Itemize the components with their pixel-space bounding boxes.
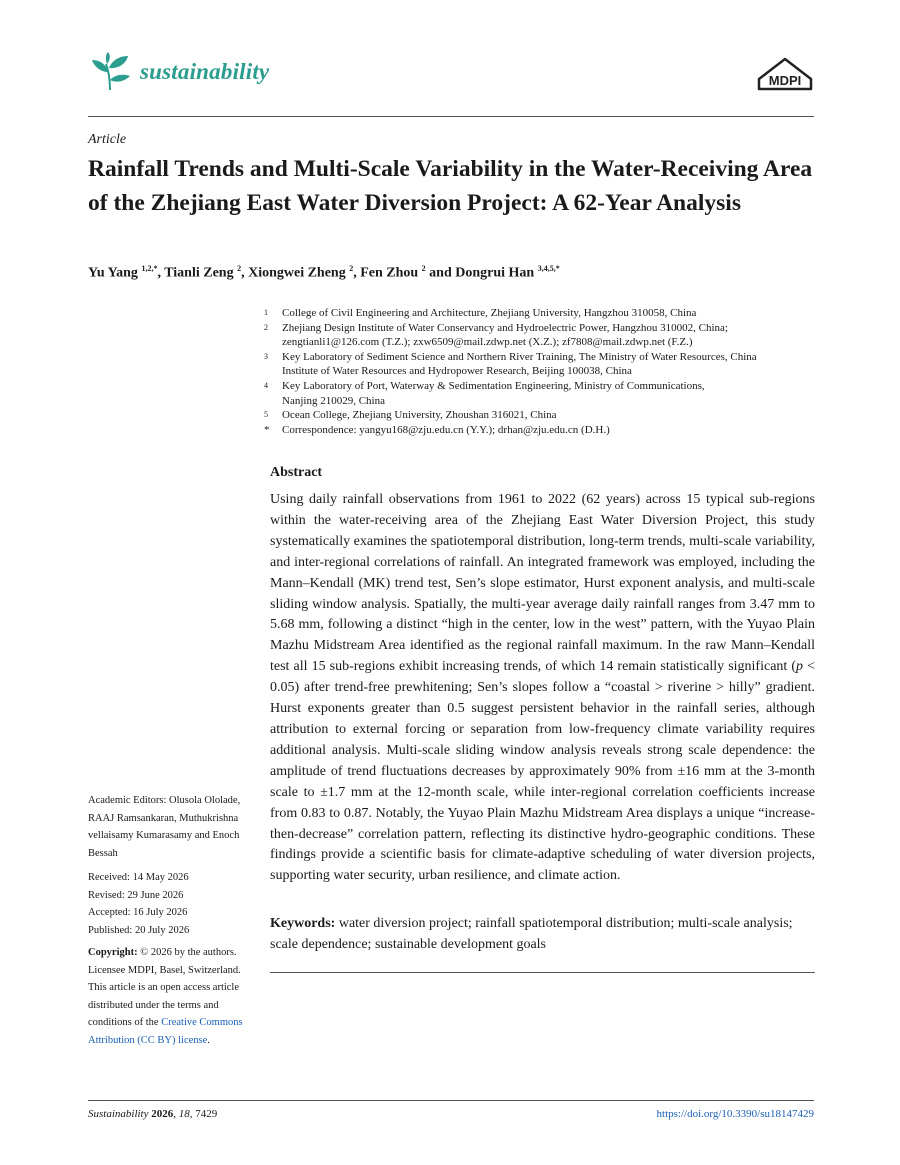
footer-divider (88, 1100, 814, 1101)
affiliation-text: Nanjing 210029, China (282, 394, 385, 407)
license-end: . (207, 1034, 210, 1046)
author-name: Yu Yang (88, 265, 138, 281)
p-value-symbol: p (796, 659, 804, 675)
affiliation-text: Zhejiang Design Institute of Water Conservancy and Hydroelectric Power, Hangzhou 310002, China; (282, 321, 728, 334)
affiliation-item (264, 350, 816, 379)
correspondence-text[interactable]: Correspondence: yangyu168@zju.edu.cn (Y.Y.); drhan@zju.edu.cn (D.H.) (282, 423, 610, 436)
abstract-part-1: Using daily rainfall observations from 1961 to 2022 (62 years) across 15 typical sub-regions within the water-receiving area of the Zhejiang East Water Diversion Project, this study systematically examines the spatiotemporal distribution, long-term trends, multi-scale variability, and inter-regional correlations of rainfall. An integrated framework was employed, including the Mann–Kendall (MK) trend test, Sen’s slope estimator, Hurst exponent analysis, and multi-scale sliding window analysis. Spatially, the multi-year average daily rainfall ranges from 3.47 mm to 5.68 mm, following a distinct “high in the center, low in the west” pattern, with the Yuyao Plain Mazhu Midstream Area identified as the regional rainfall maximum. In the raw Mann–Kendall test all 15 sub-regions exhibit increasing trends, of which 14 remain statistically significant ( (270, 492, 815, 675)
author-affiliation-marks: 1,2,* (141, 264, 158, 273)
author-affiliation-marks: 2 (237, 264, 242, 273)
journal-name: sustainability (140, 59, 270, 84)
affiliation-mark: 1 (264, 308, 268, 317)
affiliation-text: Key Laboratory of Sediment Science and Northern River Training, The Ministry of Water Resources, China (282, 350, 757, 363)
journal-logo (88, 50, 269, 94)
mdpi-logo-icon (755, 55, 815, 93)
doi-link[interactable]: https://doi.org/10.3390/su18147429 (656, 1108, 814, 1120)
author-list: Yu Yang $^{1,2,*}$, Tianli Zeng $^2$, Xiongwei Zheng $^2$, Fen Zhou $^2$ and Dongrui Han $^{3,4,5,*}$ (88, 264, 560, 281)
author-name: Dongrui Han (455, 265, 535, 281)
mdpi-logo (755, 55, 815, 98)
mdpi-logo-text: MDPI (768, 73, 802, 88)
affiliation-list (264, 306, 816, 437)
received-date: Received: 14 May 2026 (88, 872, 189, 883)
keywords (270, 913, 815, 955)
affiliation-item (264, 306, 816, 321)
copyright-text: © 2026 by the authors. Licensee MDPI, Basel, Switzerland. This article is an open access article distributed under the terms and conditions of the (88, 947, 241, 1029)
affiliation-mark: 3 (264, 351, 268, 361)
leaf-icon (88, 50, 132, 94)
published-date: Published: 20 July 2026 (88, 924, 190, 936)
affiliation-mark: 5 (264, 410, 268, 420)
affiliation-text: Ocean College, Zhejiang University, Zhoushan 316021, China (282, 409, 557, 422)
affiliation-text: College of Civil Engineering and Architecture, Zhejiang University, Hangzhou 310058, China (282, 307, 697, 319)
correspondence-mark: * (264, 423, 270, 436)
citation: Sustainability 2026, 18, 7429 (88, 1108, 218, 1120)
article-type: Article (88, 132, 127, 147)
author-affiliation-marks: 2 (421, 264, 426, 273)
author-affiliation-marks: 2 (349, 264, 354, 273)
affiliation-mark: 4 (264, 380, 268, 390)
abstract-heading: Abstract (270, 465, 323, 480)
accepted-date: Accepted: 16 July 2026 (88, 907, 188, 919)
revised-date: Revised: 29 June 2026 (88, 889, 184, 901)
abstract-part-2: < 0.05) after trend-free prewhitening; Sen’s slopes follow a “coastal > riverine > hilly” gradient. Hurst exponents greater than 0.5 suggest persistent behavior in the rainfall series, although attribution to external forcing or separation from low-frequency climate variability requires additional analysis. Multi-scale sliding window analysis reveals strong scale dependence: the amplitude of trend fluctuations decreases by approximately 90% from ±16 mm at the 3-month scale to ±1.7 mm at the 12-month scale, while inter-regional correlation coefficients increase from 0.83 to 0.87. Notably, the Yuyao Plain Mazhu Midstream Area displays a unique “increase-then-decrease” correlation pattern, reflecting its distinctive hydro-geographic conditions. These findings provide a scientific basis for climate-adaptive scheduling of water diversion projects, supporting water security, urban resilience, and climate action. (270, 659, 815, 884)
citation-journal: Sustainability (88, 1108, 149, 1120)
affiliation-item (264, 408, 816, 423)
academic-editors: Academic Editors: Olusola Ololade, RAAJ Ramsankaran, Muthukrishna vellaisamy Kumarasamy and Enoch Bessah (88, 795, 241, 859)
copyright-notice (88, 944, 256, 1050)
author-name: Fen Zhou (360, 265, 419, 281)
author-affiliation-marks: 3,4,5,* (537, 264, 560, 273)
keywords-label: Keywords: (270, 916, 336, 931)
abstract-divider (270, 972, 815, 973)
affiliation-item (264, 379, 816, 408)
keywords-text: water diversion project; rainfall spatiotemporal distribution; multi-scale analysis; scale dependence; sustainable development goals (270, 916, 793, 952)
author-name: Xiongwei Zheng (248, 265, 346, 281)
article-title: Rainfall Trends and Multi-Scale Variability in the Water-Receiving Area of the Zhejiang East Water Diversion Project: A 62-Year Analysis (88, 156, 813, 216)
author-name: Tianli Zeng (164, 265, 234, 281)
license-link[interactable]: Creative Commons Attribution (CC BY) license (88, 1017, 243, 1046)
copyright-label: Copyright: (88, 947, 138, 958)
citation-article-number: 7429 (195, 1108, 218, 1120)
citation-volume: 18 (178, 1108, 190, 1120)
affiliation-emails[interactable]: zengtianli1@126.com (T.Z.); zxw6509@mail.zdwp.net (X.Z.); zf7808@mail.zdwp.net (F.Z.) (282, 336, 693, 349)
publication-dates (88, 869, 256, 939)
affiliation-item (264, 321, 816, 350)
abstract-text (270, 490, 815, 887)
correspondence-item (264, 423, 816, 438)
header-divider (88, 116, 814, 117)
affiliation-text: Key Laboratory of Port, Waterway & Sedimentation Engineering, Ministry of Communications, (282, 379, 705, 392)
citation-year: 2026 (151, 1108, 174, 1120)
affiliation-text: Institute of Water Resources and Hydropower Research, Beijing 100038, China (282, 365, 632, 378)
affiliation-mark: 2 (264, 322, 268, 332)
